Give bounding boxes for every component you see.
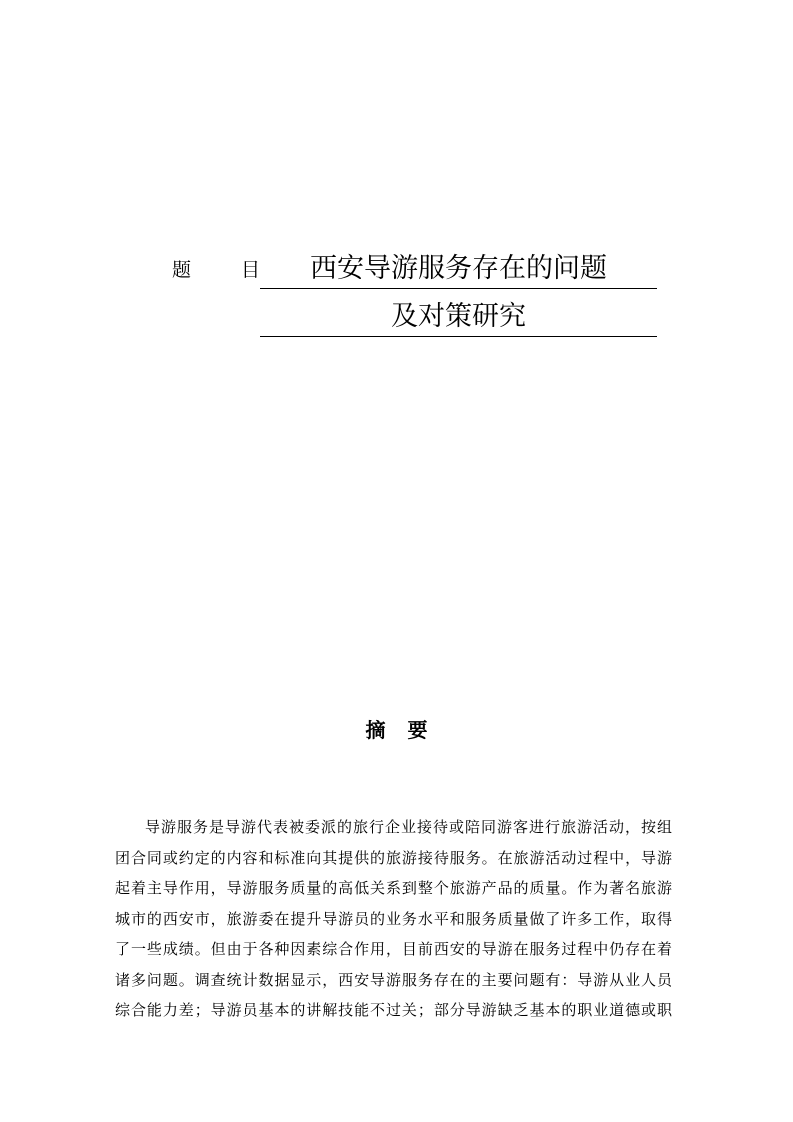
abstract-line: 综合能力差；导游员基本的讲解技能不过关；部分导游缺乏基本的职业道德或职 [115,1001,672,1019]
abstract-line: 导游服务是导游代表被委派的旅行企业接待或陪同游客进行旅游活动，按组 [145,818,672,836]
abstract-line: 团合同或约定的内容和标准向其提供的旅游接待服务。在旅游活动过程中，导游 [115,848,672,867]
title-label-char-1: 题 [172,259,192,281]
abstract-line: 了一些成绩。但由于各种因素综合作用，目前西安的导游在服务过程中仍存在着 [115,940,672,958]
title-label [172,256,260,284]
title-label-char-2: 目 [240,259,260,281]
abstract-heading [0,716,793,744]
abstract-line: 起着主导作用，导游服务质量的高低关系到整个旅游产品的质量。作为著名旅游 [115,879,672,897]
abstract-line: 城市的西安市，旅游委在提升导游员的业务水平和服务质量做了许多工作，取得 [115,909,672,928]
abstract-heading-char-1: 摘 [365,718,386,742]
abstract-line: 诸多问题。调查统计数据显示，西安导游服务存在的主要问题有：导游从业人员 [115,970,672,989]
thesis-title-line-2: 及对策研究 [260,300,657,337]
abstract-body [115,812,672,1026]
abstract-heading-char-2: 要 [407,718,428,742]
thesis-title-line-1: 西安导游服务存在的问题 [260,252,657,289]
